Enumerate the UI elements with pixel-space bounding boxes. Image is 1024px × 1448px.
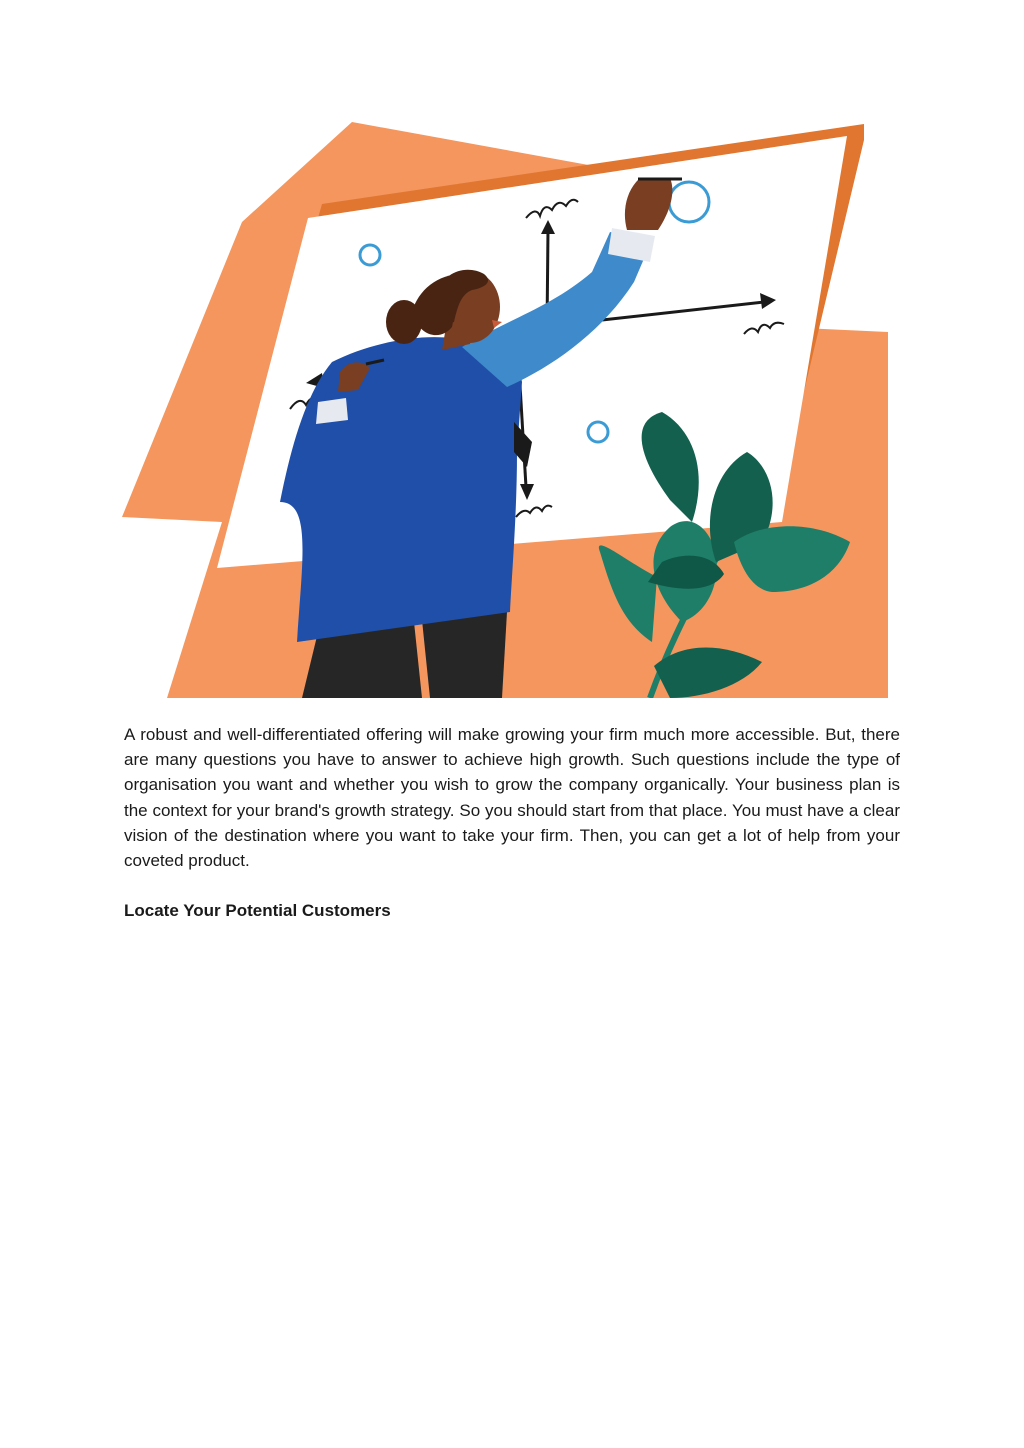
illustration-svg [122, 122, 890, 698]
section-heading: Locate Your Potential Customers [124, 901, 391, 920]
body-paragraph: A robust and well-differentiated offering will make growing your firm much more accessible. But, there are many questions you have to answer to achieve high growth. Such questions include the type of organisation you want and whether you wish to grow the company organically. Your business plan is the context for your brand's growth strategy. So you should start from that place. You must have a clear vision of the destination where you want to take your firm. Then, you can get a lot of help from your coveted product. [124, 725, 900, 871]
growth-strategy-illustration [122, 122, 890, 698]
